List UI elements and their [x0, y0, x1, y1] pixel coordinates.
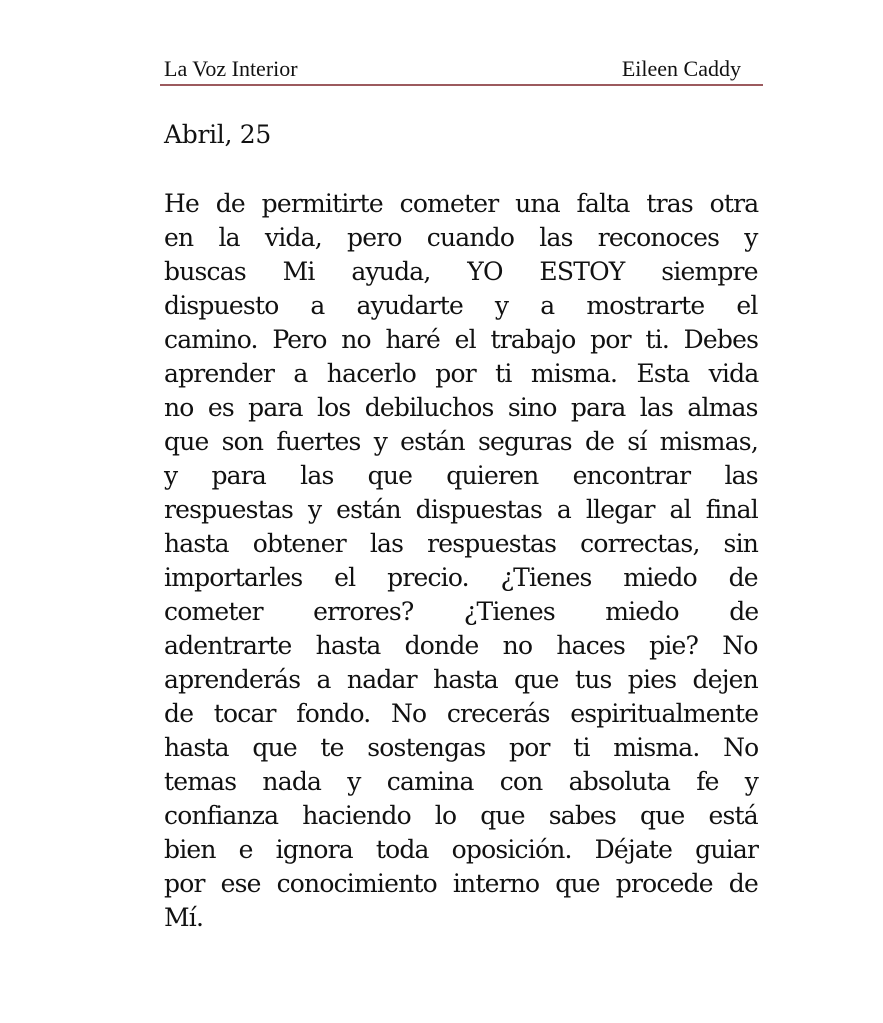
body-line: confianza haciendo lo que sabes que está [164, 801, 758, 830]
body-line: importarles el precio. ¿Tienes miedo de [164, 563, 758, 592]
body-line: He de permitirte cometer una falta tras otra [164, 189, 759, 218]
header-divider [160, 84, 763, 86]
body-line: respuestas y están dispuestas a llegar al final [164, 495, 758, 524]
body-line: camino. Pero no haré el trabajo por ti. Debes [164, 325, 759, 354]
entry-date: Abril, 25 [164, 120, 272, 149]
running-header [164, 56, 741, 82]
body-line: aprender a hacerlo por ti misma. Esta vida [164, 359, 759, 388]
body-line: y para las que quieren encontrar las [164, 461, 758, 490]
body-line: aprenderás a nadar hasta que tus pies dejen [164, 665, 758, 694]
body-line: cometer errores? ¿Tienes miedo de [164, 597, 759, 626]
body-line: bien e ignora toda oposición. Déjate guiar [164, 835, 759, 864]
body-line: de tocar fondo. No crecerás espiritualmente [164, 699, 759, 728]
body-line: buscas Mi ayuda, YO ESTOY siempre [164, 257, 758, 286]
author-name: Eileen Caddy [621, 56, 741, 81]
body-line: en la vida, pero cuando las reconoces y [164, 223, 758, 252]
body-line: no es para los debiluchos sino para las almas [164, 393, 758, 422]
body-line: dispuesto a ayudarte y a mostrarte el [164, 291, 758, 320]
body-line: temas nada y camina con absoluta fe y [164, 767, 759, 796]
body-line: Mí. [164, 903, 204, 932]
book-title: La Voz Interior [164, 56, 298, 81]
body-line: hasta que te sostengas por ti misma. No [164, 733, 759, 762]
body-line: adentrarte hasta donde no haces pie? No [164, 631, 758, 660]
body-line: que son fuertes y están seguras de sí mismas, [164, 427, 758, 456]
body-line: hasta obtener las respuestas correctas, sin [164, 529, 759, 558]
body-line: por ese conocimiento interno que procede de [164, 869, 758, 898]
entry-body [164, 187, 758, 935]
